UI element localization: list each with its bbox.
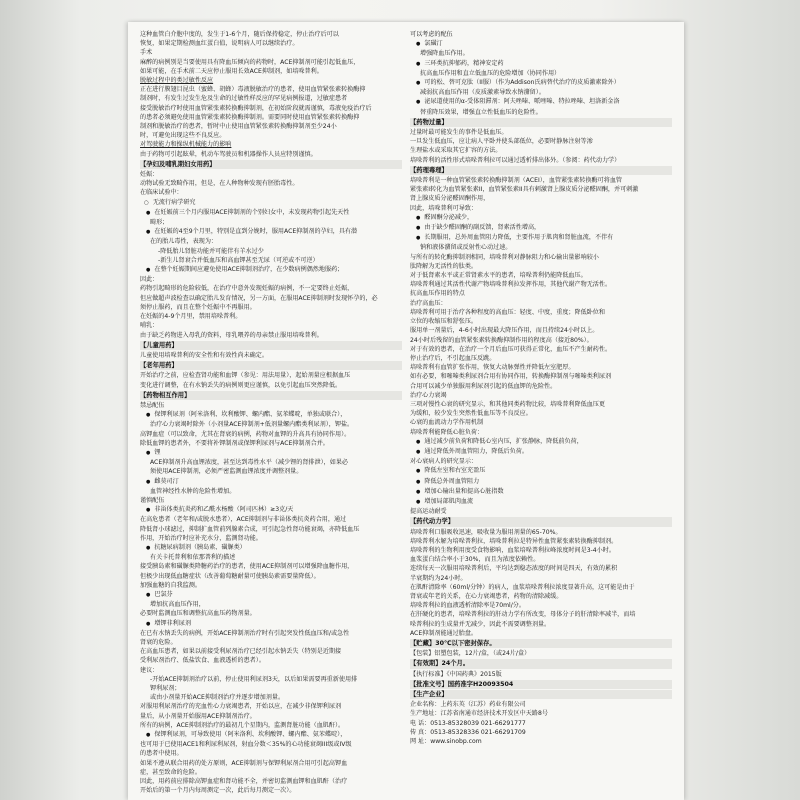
left-line: 这种血管白介胞中度的，发生于1-6个月，随后保持稳定，停止治疗后可以 [140,31,339,38]
leaflet-sheet [128,22,684,800]
right-line: 【药物过量】 [410,118,672,127]
right-line: 24小时后残留的血管紧张素转换酶抑制作用的程度高（接近80%）。 [410,336,593,344]
left-line: 必要时监测血压和调整抗高血压药物剂量。 [140,610,256,618]
right-line: 血浆蛋白结合率小于30%，而且为浓度依赖性。 [410,556,540,564]
left-line: 钾利尿剂； [150,685,181,693]
right-line: 培哚普利的活性形式培哚普利拉可以通过透析排出体外。（参阅：药代动力学） [410,156,621,164]
right-line: 可以考虑的配伍 [410,31,453,38]
left-line: 肾衰的危险。 [140,639,177,646]
right-line: ● 增加局部肌肉血流 [410,497,672,507]
left-line: -开始ACE抑制剂治疗以前，停止使用利尿剂3天，以后如果需要再重新使用排 [150,675,358,683]
right-line: 合用可以减少单独服用利尿剂引起的低血钾的危险性。 [410,382,557,390]
right-line: 在肌酐清除率（60ml/分钟）的病人，血浆培哚普利拉浓度显著升高，这可能是由于 [410,583,635,591]
left-line: 治疗心力衰竭时除外（小剂量ACE抑制剂+低剂量螺内酯类利尿剂），钾盐。 [150,421,354,429]
right-line: 抗高血压作用的特点 [410,290,465,298]
left-line: 如果不遵从联合用药的处方原则，ACE抑制剂与保钾利尿剂合用可引起高钾血 [140,759,348,767]
right-line: 培哚普利通过其活性代谢产物培哚普利拉发挥作用，其他代谢产物无活性。 [410,281,612,289]
right-line: 【有效期】24个月。 [410,659,672,668]
left-line: 恢复，如果定期检测血红蛋白值，说明病人可以继续治疗。 [140,40,299,48]
left-line: ● 在妊娠的4至9个月里，特别是直到分娩时，服用ACE抑制剂的孕妇，具有潜 [140,227,402,237]
left-line: 除低血钾的患者外，不要将补钾制剂或保钾利尿剂与ACE抑制剂合并。 [140,439,329,447]
left-line: 受利尿剂治疗、低盐饮食、血液透析的患者）。 [140,657,265,665]
left-line: 对服用利尿剂治疗的充血性心力衰竭患者，开始以应，在减少非保钾利尿剂 [140,703,342,711]
left-line: 血管神经性水肿的危险性增加。 [150,487,236,495]
left-line: 增加抗高血压作用， [150,601,205,609]
right-line: 传 真：0513-85328336 021-66291709 [410,728,526,736]
right-line: ● 氯磺汀 [410,39,672,49]
right-line: 生产地址：江苏省南通市经济技术开发区中天路8号 [410,710,548,718]
left-line: ● 非甾体类抗炎药和乙酰水杨酸（阿司匹林）≥3克/天 [140,505,402,515]
left-line: 但极少出现低血糖症状（改善葡萄糖耐量可使胰岛素需要量降低）。 [140,572,320,580]
right-line: ● 可的松、替可克肽（ⅠⅠ服）（作为Addison氏病替代治疗的皮质激素除外） [410,78,672,88]
left-line: 作用，开始治疗时应补充水分，监测肾功能。 [140,534,262,542]
right-line: 生理盐水或采取其它扩容的方法。 [410,147,502,155]
right-line: ● 醛固酮分泌减少， [410,213,672,223]
right-line: 【包装】铝塑包装，12片/盒，（或24片/盒） [410,650,531,658]
left-line: 须使用ACE抑制剂，必须严密监测血锂浓度并调整剂量。 [150,468,303,476]
right-line: 提高运动耐受 [410,508,447,516]
left-line: ● 在整个妊娠期间应避免使用ACE抑制剂治疗，在少数病例偶然地服药； [140,265,402,275]
left-line: 正在进行膜翅目昆虫（蜜蜂、胡蜂）毒液脱敏治疗的患者，使用血管紧张素转换酶抑 [140,86,366,94]
right-line: 电 话：0513-85328039 021-66291777 [410,719,526,727]
left-line: 所有的病例，ACE抑制剂治疗的最初几个星期内，监测肾脏功能（血肌酐）。 [140,721,345,729]
left-line: -降低胎儿肾脏功能并可能伴有羊水过少 [158,247,264,255]
right-line: 如有必要，和噻嗪类利尿剂合用有协同作用，转换酶抑制剂与噻嗪类利尿剂 [410,373,612,381]
left-line: ● 保钾利尿剂（阿米洛利、坎利酸钾、螺内酯、氨苯蝶啶，单独或联合）， [140,410,402,420]
right-line: 三项对慢性心衰的研究显示，和其他同类药物比较，培哚普利降低血压更 [410,400,605,408]
left-line: ● 在妊娠前三个月内服用ACE抑制剂的个别妇女中，未发现药物引起先天性 [140,208,402,218]
left-line: 在高血压患者，如果以前接受利尿剂治疗已经引起水钠丢失（特别是近期接 [140,648,342,656]
right-line: ● 增加心输出量和提高心脏指数 [410,487,672,497]
left-line: 畸形； [150,219,169,227]
right-line: 为缓和，较少发生突然性低血压等不良反应。 [410,410,532,418]
right-line: 网 址：www.sinobp.com [410,738,482,746]
right-column [410,30,672,746]
left-line: 对驾驶能力和操纵机械能力的影响 [140,141,232,149]
left-line: 【孕妇及哺乳期妇女用药】 [140,160,402,169]
left-line: ● 保钾利尿剂，可导致使用（阿米洛利、坎利酸钾、螺内酯、氨苯蝶啶）， [140,730,402,740]
right-line: 培哚普利可用于治疗各种程度的高血压：轻度、中度，重度；降低卧位和 [410,308,605,316]
right-line: 【生产企业】 [410,690,672,699]
right-line: 立位的收缩压和舒张压。 [410,318,478,326]
right-line: 心衰的血流动力学作用机制 [410,419,484,427]
left-line: 开始后的第一个月内每周测定一次，此后每月测定一次）。 [140,787,296,795]
left-line: 的患者必须避免使用血管紧张素转换酶抑制剂。需要同时使用血管紧张素转换酶抑 [140,113,360,121]
left-line: 麻醉的病例别是当要使用具有降血压倾向的药物时，ACE抑制剂可能引起低血压， [140,58,360,66]
left-line: 在妊娠的4-9个月里，禁用培哚普利。 [140,313,242,321]
left-line: 因此： [140,276,159,284]
right-line: 培哚普利拉的血液透析清除率是70ml/分。 [410,602,525,610]
left-line: 但应做超声波检查以确定胎儿发育情况，另一方面，在服用ACE抑制剂时发现怀孕的，必 [140,294,378,302]
right-line: 一旦发生低血压，应让病人平卧并使头部低位，必要时静脉注射等渗 [410,138,593,146]
right-line: 企业名称：上药东英（江苏）药业有限公司 [410,701,526,709]
left-line: 哺乳： [140,322,159,330]
right-line: 肽降解为无活性的肽类。 [410,262,478,270]
right-line: 【药理毒理】 [410,166,672,175]
left-line: ● 增钾非利尿剂 [140,619,402,629]
left-line: ACE抑制剂升高血锂浓度，甚至达到毒性水平（减少锂的肾排泄），如果必 [150,459,349,467]
right-line: 【批准文号】国药准字H20093504 [410,680,672,689]
right-line: 钠和液体潴留或反射性心动过速。 [420,244,512,252]
left-line: 【药物相互作用】 [140,391,402,400]
right-line: 对心衰病人的研究显示： [410,458,478,466]
left-line: 时，可避免出现这些不良反应。 [140,132,226,140]
left-line: 【儿童用药】 [140,341,402,350]
right-line: 治疗心力衰竭 [410,391,447,399]
right-line: 对于有效的患者，在治疗一个月后血压可获得正常化，血压不产生耐药性。 [410,345,612,353]
left-line: 加强血糖的自我监测。 [140,581,201,589]
left-line: 或由小剂量开始ACE抑制剂治疗并逐步增加剂量。 [150,694,285,702]
left-line: 妊娠： [140,171,159,179]
left-line: 也可用于已使用ACE1和利尿利尿剂，射血分数＜35%的心功能衰竭III级或IV级 [140,741,352,749]
left-line: 在高危患者（老年和/或脱水患者），ACE抑制剂与非甾体类抗炎药合用，通过 [140,516,347,524]
left-line: 如果可能，在手术前二天应停止服用长效ACE抑制剂，如培哚普利。 [140,67,323,75]
left-line: 禁忌配伍 [140,401,165,409]
right-line: 紧张素I转化为血管紧张素II，血管紧张素II具有刺激肾上腺皮质分泌醛固酮，并可刺激 [410,186,639,194]
left-line: 儿童使用培哚普利的安全性和有效性尚未确定。 [140,351,268,359]
right-line: 连续每天一次服用培哚普利后，平均达到稳态浓度的时间是四天，有效的累积 [410,565,618,573]
right-line: 停止治疗后，不引起血压反跳。 [410,354,496,362]
right-line: ● 长期服用，总外周血管阻力降低，主要作用于肌肉和肾脏血流，不伴有 [410,233,672,243]
left-line: ● 锂 [140,448,402,458]
left-line: 【老年用药】 [140,361,402,370]
right-line: 【药代动力学】 [410,517,672,526]
left-line: ● 雌莫司汀 [140,477,402,487]
left-line: 谨慎配伍 [140,496,165,504]
right-line: 培哚普利有血管扩张作用，恢复大动脉弹性并降低左室肥厚。 [410,364,575,372]
left-line: 建议： [140,666,159,674]
right-line: 与所有的转化酶抑制剂相同，培哚普利对静脉阻力和心输出量影响较小 [410,253,599,261]
left-line: 药物引起畸形的危险较低，在治疗中意外发现妊娠的病例，不一定要终止妊娠， [140,285,354,293]
right-line: 减弱抗高血压作用（皮质激素导致水钠潴留）。 [420,89,545,97]
right-line: 肾衰或年老的关系，在心力衰竭患者，药物的清除减缓。 [410,592,563,600]
left-line: 由于缺乏药物进入母乳的资料，母乳喂养的母亲禁止服用培哚普利。 [140,331,323,339]
right-line: 服用单一剂量后，4-6小时出现最大降压作用，而且持续24小时以上。 [410,327,599,335]
left-line: 须停止服药，而且在整个妊娠中不再服用。 [140,303,256,311]
right-line: 培哚普利水解为培哚普利拉，培哚普利拉是特异性血管紧张素转换酶抑制剂。 [410,537,618,545]
left-line: 在临床试验中： [140,189,183,197]
left-line: ○ 无流行病学研究 [140,198,402,208]
right-line: 抗高血压作用和直立低血压的危险增加（协同作用） [420,69,561,77]
right-line: 半衰期约为24小时。 [410,574,467,582]
right-line: 过量时最可能发生的事件是低血压。 [410,129,508,137]
right-line: 培哚普利的生物利用度受食物影响，血浆培哚普利拉峰浓度时间是3-4小时。 [410,546,615,554]
left-line: 变化进行调整，在有水钠丢失的病例则更应谨慎，以免引起血压突然降低。 [140,381,342,389]
right-line: 在肝硬化的患者，培哚普利拉的肝动力学有所改变，母体分子的肝清除率减半，而培 [410,611,636,619]
right-line: 对于低肾素水平或正常肾素水平的患者，培哚普利仍能降低血压。 [410,272,587,280]
left-line: 制剂和脱敏治疗的患者，暂时中止使用血管紧张素转换酶抑制剂至少24小 [140,123,337,131]
right-line: 培哚普利是一种血管紧张素转换酶抑制剂（ACEI），血管紧张素转换酶可将血管 [410,177,623,185]
left-line: 症，甚至致命的危险。 [140,768,201,776]
left-line: 接受胰岛素和磺脲类降糖药治疗的患者，使用ACE抑制剂可以增强降血糖作用， [140,563,354,571]
left-column [140,30,402,795]
right-line: ● 通过减少前负荷和降低心室内压，扩张静脉，降低前负荷， [410,437,672,447]
right-line: 哚普利拉的生成量并无减少，因此不需要调整剂量。 [410,620,551,628]
left-line: 动物试验无致畸作用，但是，在人种物种发现有胚胎毒性。 [140,180,299,188]
right-line: ● 通过降低外周血管阻力，降低后负荷。 [410,447,672,457]
left-line: ● 抗糖尿病制剂（胰岛素、磺脲类） [140,543,402,553]
left-line: 手术 [140,49,153,57]
left-line: 在的胎儿毒性，表现为： [150,238,218,246]
right-line: 增强降血压作用。 [420,50,469,58]
right-line: 替重降压效果，增强直立性低血压的危险性。 [420,108,542,116]
right-line: 肾上腺皮质分泌醛固酮作用， [410,195,490,203]
right-line: 【贮藏】30℃以下密封保存。 [410,639,672,648]
right-line: ● 三环类抗抑郁药，精神安定药 [410,59,672,69]
left-line: -新生儿肾衰合并低血压和高血钾甚至无尿（可逆或不可逆） [158,256,319,264]
left-line: 量后，从小剂量开始服用ACE抑制剂治疗。 [140,712,256,720]
right-line: 培哚普利口服吸收迅速，吸收量为服用剂量的65-70%。 [410,528,562,536]
left-line: 因此，用药前应排除高钾血症和肾功能不全，并密切监测血钾和血肌酐（治疗 [140,778,348,786]
right-line: ● 降低总外周血管阻力 [410,477,672,487]
left-line: 高钾血症（可以致命，尤其在肾衰的病例，药物对血钾的升高具有协同作用）。 [140,430,351,438]
left-line: ● 巴氯芬 [140,590,402,600]
left-line: 的患者中使用。 [140,750,183,758]
left-line: 脱敏过程中的类过敏性反应 [140,77,214,85]
left-line: 在已有水钠丢失的病例，开始ACE抑制剂治疗时有引起突发性低血压和/或急性 [140,629,350,637]
right-line: 因此，培哚普利可导致： [410,204,478,212]
left-line: 接受脱敏治疗时使用血管紧张素转换酶抑制剂，在初始阶段就需谨慎，毒液免疫治疗后 [140,104,372,112]
right-line: ● 降低左室和右室充盈压 [410,466,672,476]
right-line: 【执行标准】《中国药典》2015版 [410,670,502,678]
left-line: 制剂时，有发生过发生危及生命的过敏性样反应的罕见病例报道，过敏症患者 [140,95,348,103]
right-line: ● 由于缺少醛固酮的副反馈，肾素活性增高， [410,223,672,233]
right-line: ACE抑制剂能通过胎盘。 [410,629,478,637]
left-line: 开始治疗之前，应检查肾功能和血钾（参见：用法用量），起始剂量应根据血压 [140,372,351,380]
left-line: 由于药物可引起眩晕，机动车驾驶员和机器操作人员应特别谨慎。 [140,150,317,158]
left-line: 降低肾小球滤过，抑制扩血管前列腺素合成，可引起急性肾功能衰竭，亦降低血压 [140,525,360,533]
right-line: 培哚普利能降低心脏负荷： [410,428,484,436]
left-line: 有关卡托普利和依那普利的描述 [150,554,236,562]
right-line: 治疗高血压： [410,299,447,307]
right-line: ● 泌尿道使用的α-受体阻滞剂：阿夫唑嗪、哌唑嗪、特拉唑嗪、坦洛新金洛 [410,97,672,107]
